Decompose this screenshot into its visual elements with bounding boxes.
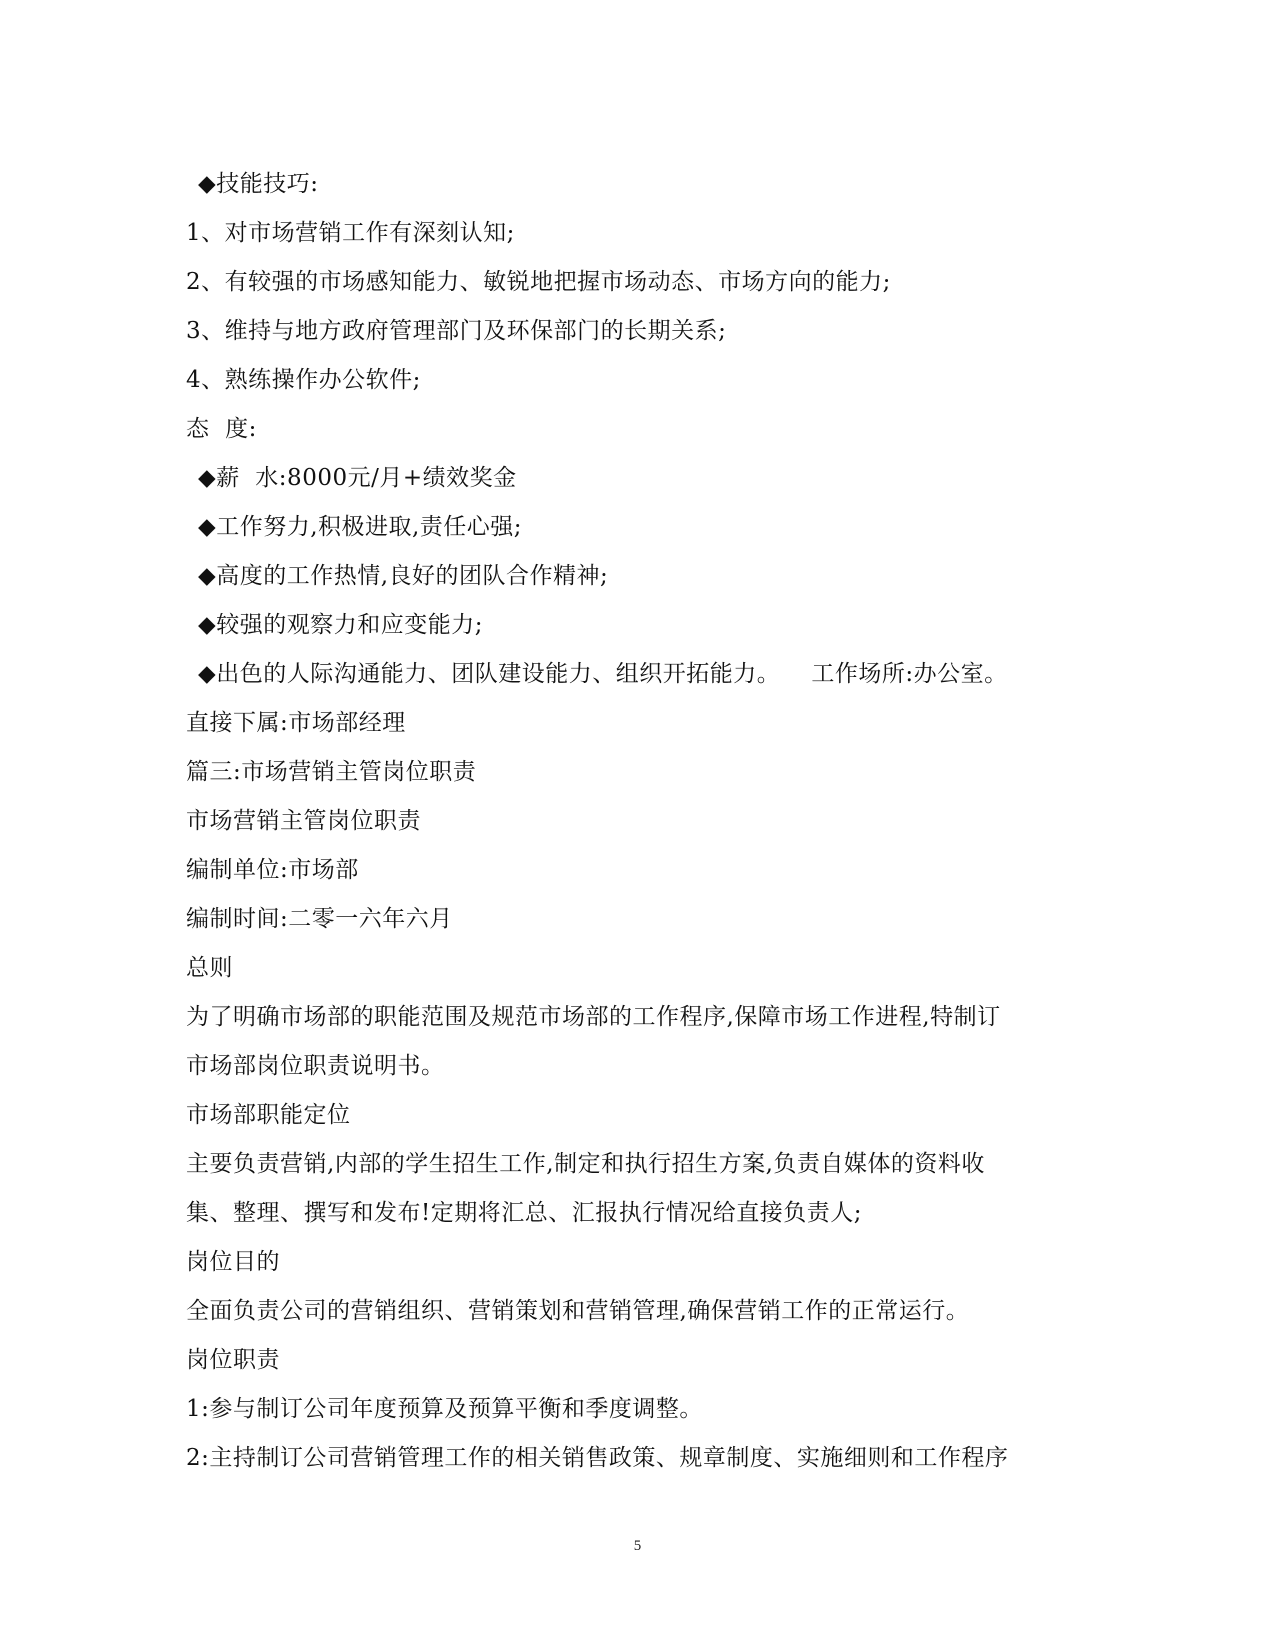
direct-subordinate: 直接下属:市场部经理 — [186, 710, 406, 736]
skill-item-3: 3、维持与地方政府管理部门及环保部门的长期关系; — [186, 318, 727, 344]
page-number: 5 — [633, 1538, 642, 1554]
general-principles-heading: 总则 — [186, 955, 233, 981]
paragraph-purpose-line-1: 为了明确市场部的职能范围及规范市场部的工作程序,保障市场工作进程,特制订 — [186, 1004, 1001, 1030]
paragraph-function-line-1: 主要负责营销,内部的学生招生工作,制定和执行招生方案,负责自媒体的资料收 — [186, 1151, 985, 1177]
compiling-date: 编制时间:二零一六年六月 — [186, 906, 453, 932]
document-title: 市场营销主管岗位职责 — [186, 808, 421, 834]
paragraph-function-line-2: 集、整理、撰写和发布!定期将汇总、汇报执行情况给直接负责人; — [186, 1200, 862, 1226]
skill-item-4: 4、熟练操作办公软件; — [186, 367, 421, 393]
duty-item-1: 1:参与制订公司年度预算及预算平衡和季度调整。 — [186, 1396, 703, 1422]
function-positioning-heading: 市场部职能定位 — [186, 1102, 351, 1128]
skill-item-1: 1、对市场营销工作有深刻认知; — [186, 220, 515, 246]
section-three-title: 篇三:市场营销主管岗位职责 — [186, 759, 477, 785]
paragraph-position-purpose: 全面负责公司的营销组织、营销策划和营销管理,确保营销工作的正常运行。 — [186, 1298, 970, 1324]
attitude-heading: 态 度: — [186, 416, 257, 442]
bullet-skills-heading: ◆技能技巧: — [198, 171, 319, 197]
bullet-observation: ◆较强的观察力和应变能力; — [198, 612, 483, 638]
duty-item-2: 2:主持制订公司营销管理工作的相关销售政策、规章制度、实施细则和工作程序 — [186, 1445, 1009, 1471]
compiling-unit: 编制单位:市场部 — [186, 857, 359, 883]
bullet-work-effort: ◆工作努力,积极进取,责任心强; — [198, 514, 523, 540]
bullet-communication: ◆出色的人际沟通能力、团队建设能力、组织开拓能力。 工作场所:办公室。 — [198, 661, 1008, 687]
bullet-salary: ◆薪 水:8000元/月+绩效奖金 — [198, 465, 517, 491]
bullet-enthusiasm: ◆高度的工作热情,良好的团队合作精神; — [198, 563, 609, 589]
paragraph-purpose-line-2: 市场部岗位职责说明书。 — [186, 1053, 445, 1079]
skill-item-2: 2、有较强的市场感知能力、敏锐地把握市场动态、市场方向的能力; — [186, 269, 891, 295]
position-purpose-heading: 岗位目的 — [186, 1249, 280, 1275]
position-duties-heading: 岗位职责 — [186, 1347, 280, 1373]
document-body — [186, 160, 1086, 1483]
